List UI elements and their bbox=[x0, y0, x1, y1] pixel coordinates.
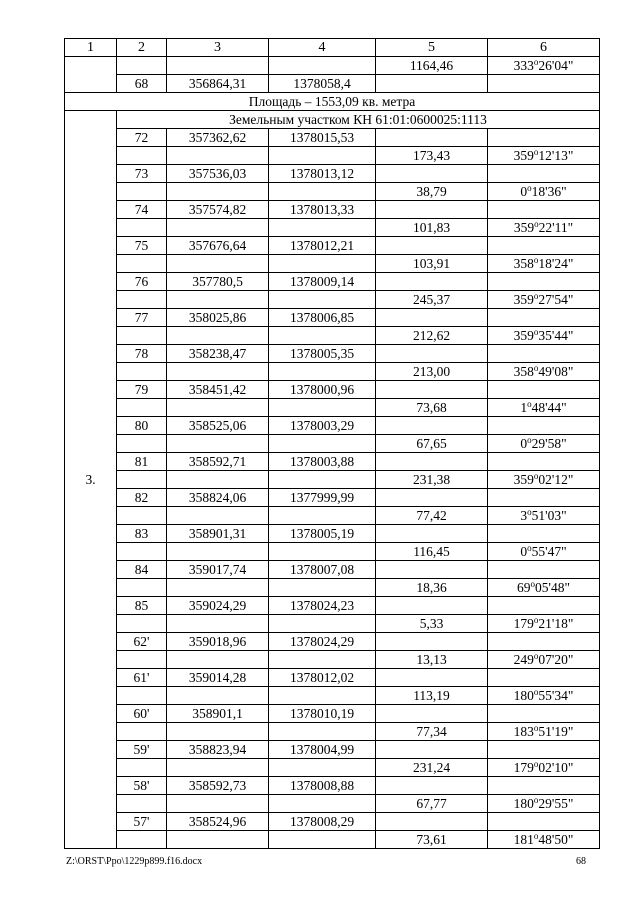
point-x: 358901,1 bbox=[167, 705, 269, 723]
point-x: 358525,06 bbox=[167, 417, 269, 435]
segment-length: 67,77 bbox=[376, 795, 488, 813]
point-row bbox=[65, 345, 600, 363]
point-x: 358592,73 bbox=[167, 777, 269, 795]
point-y: 1378004,99 bbox=[269, 741, 376, 759]
point-row bbox=[65, 165, 600, 183]
col-header-1: 1 bbox=[65, 39, 117, 57]
segment-row bbox=[65, 399, 600, 417]
point-y: 1378012,21 bbox=[269, 237, 376, 255]
point-number: 83 bbox=[117, 525, 167, 543]
segment-angle: 358$^o$18'24" bbox=[488, 255, 600, 273]
point-row bbox=[65, 561, 600, 579]
point-y: 1378003,29 bbox=[269, 417, 376, 435]
point-x: 359017,74 bbox=[167, 561, 269, 579]
point-number: 57' bbox=[117, 813, 167, 831]
point-y: 1378015,53 bbox=[269, 129, 376, 147]
segment-angle: 359$^o$27'54" bbox=[488, 291, 600, 309]
point-row bbox=[65, 417, 600, 435]
segment-row bbox=[65, 651, 600, 669]
segment-length: 231,24 bbox=[376, 759, 488, 777]
segment-length: 173,43 bbox=[376, 147, 488, 165]
segment-angle: 333$^o$26'04" bbox=[488, 57, 600, 75]
segment-row bbox=[65, 183, 600, 201]
point-number: 76 bbox=[117, 273, 167, 291]
point-number: 82 bbox=[117, 489, 167, 507]
point-x: 358025,86 bbox=[167, 309, 269, 327]
segment-length: 213,00 bbox=[376, 363, 488, 381]
point-x: 357780,5 bbox=[167, 273, 269, 291]
table-header-row bbox=[65, 39, 600, 57]
segment-row bbox=[65, 57, 600, 75]
section-title: Земельным участком КН 61:01:0600025:1113 bbox=[117, 111, 600, 129]
point-x: 358451,42 bbox=[167, 381, 269, 399]
point-y: 1378024,23 bbox=[269, 597, 376, 615]
point-y: 1378006,85 bbox=[269, 309, 376, 327]
point-row bbox=[65, 777, 600, 795]
point-x: 359014,28 bbox=[167, 669, 269, 687]
section-header-row bbox=[65, 111, 600, 129]
segment-angle: 3$^o$51'03" bbox=[488, 507, 600, 525]
point-y: 1378013,33 bbox=[269, 201, 376, 219]
segment-angle: 359$^o$35'44" bbox=[488, 327, 600, 345]
segment-angle: 180$^o$55'34" bbox=[488, 687, 600, 705]
point-y: 1378024,29 bbox=[269, 633, 376, 651]
point-number: 59' bbox=[117, 741, 167, 759]
segment-length: 77,42 bbox=[376, 507, 488, 525]
segment-length: 5,33 bbox=[376, 615, 488, 633]
segment-length: 77,34 bbox=[376, 723, 488, 741]
point-number: 60' bbox=[117, 705, 167, 723]
point-y: 1378007,08 bbox=[269, 561, 376, 579]
point-row bbox=[65, 597, 600, 615]
segment-angle: 181$^o$48'50" bbox=[488, 831, 600, 849]
segment-length: 73,61 bbox=[376, 831, 488, 849]
segment-length: 73,68 bbox=[376, 399, 488, 417]
point-number: 72 bbox=[117, 129, 167, 147]
point-number: 79 bbox=[117, 381, 167, 399]
segment-row bbox=[65, 291, 600, 309]
point-x: 357536,03 bbox=[167, 165, 269, 183]
segment-row bbox=[65, 543, 600, 561]
segment-row bbox=[65, 759, 600, 777]
segment-angle: 1$^o$48'44" bbox=[488, 399, 600, 417]
segment-angle: 0$^o$55'47" bbox=[488, 543, 600, 561]
segment-row bbox=[65, 831, 600, 849]
segment-angle: 0$^o$29'58" bbox=[488, 435, 600, 453]
segment-row bbox=[65, 255, 600, 273]
point-number: 61' bbox=[117, 669, 167, 687]
segment-angle: 180$^o$29'55" bbox=[488, 795, 600, 813]
point-row bbox=[65, 237, 600, 255]
section-number-empty bbox=[65, 57, 117, 93]
point-row bbox=[65, 381, 600, 399]
segment-row bbox=[65, 687, 600, 705]
segment-angle: 249$^o$07'20" bbox=[488, 651, 600, 669]
point-row bbox=[65, 633, 600, 651]
segment-length: 113,19 bbox=[376, 687, 488, 705]
segment-row bbox=[65, 579, 600, 597]
section-number: 3. bbox=[65, 111, 117, 849]
col-header-6: 6 bbox=[488, 39, 600, 57]
point-x: 359018,96 bbox=[167, 633, 269, 651]
point-x: 358824,06 bbox=[167, 489, 269, 507]
area-row bbox=[65, 93, 600, 111]
point-number: 78 bbox=[117, 345, 167, 363]
point-number: 84 bbox=[117, 561, 167, 579]
point-x: 359024,29 bbox=[167, 597, 269, 615]
segment-length: 101,83 bbox=[376, 219, 488, 237]
point-x: 356864,31 bbox=[167, 75, 269, 93]
point-number: 68 bbox=[117, 75, 167, 93]
segment-row bbox=[65, 363, 600, 381]
segment-angle: 358$^o$49'08" bbox=[488, 363, 600, 381]
segment-length: 13,13 bbox=[376, 651, 488, 669]
segment-angle: 359$^o$22'11" bbox=[488, 219, 600, 237]
point-x: 358901,31 bbox=[167, 525, 269, 543]
col-header-4: 4 bbox=[269, 39, 376, 57]
segment-row bbox=[65, 471, 600, 489]
point-y: 1378008,29 bbox=[269, 813, 376, 831]
point-x: 357676,64 bbox=[167, 237, 269, 255]
point-y: 1378009,14 bbox=[269, 273, 376, 291]
point-number: 85 bbox=[117, 597, 167, 615]
point-number: 77 bbox=[117, 309, 167, 327]
col-header-2: 2 bbox=[117, 39, 167, 57]
point-row bbox=[65, 705, 600, 723]
segment-length: 212,62 bbox=[376, 327, 488, 345]
point-row bbox=[65, 309, 600, 327]
footer-page-number: 68 bbox=[576, 856, 586, 867]
point-x: 358524,96 bbox=[167, 813, 269, 831]
segment-length: 116,45 bbox=[376, 543, 488, 561]
segment-row bbox=[65, 615, 600, 633]
segment-angle: 359$^o$02'12" bbox=[488, 471, 600, 489]
point-x: 358823,94 bbox=[167, 741, 269, 759]
segment-row bbox=[65, 507, 600, 525]
point-x: 358238,47 bbox=[167, 345, 269, 363]
point-row bbox=[65, 201, 600, 219]
point-number: 74 bbox=[117, 201, 167, 219]
col-header-5: 5 bbox=[376, 39, 488, 57]
coordinates-table bbox=[64, 38, 600, 849]
segment-angle: 69$^o$05'48" bbox=[488, 579, 600, 597]
segment-row bbox=[65, 219, 600, 237]
segment-angle: 183$^o$51'19" bbox=[488, 723, 600, 741]
point-number: 80 bbox=[117, 417, 167, 435]
segment-angle: 0$^o$18'36" bbox=[488, 183, 600, 201]
point-y: 1378013,12 bbox=[269, 165, 376, 183]
point-x: 357362,62 bbox=[167, 129, 269, 147]
point-row bbox=[65, 525, 600, 543]
point-x: 358592,71 bbox=[167, 453, 269, 471]
point-row bbox=[65, 741, 600, 759]
point-number: 81 bbox=[117, 453, 167, 471]
segment-length: 1164,46 bbox=[376, 57, 488, 75]
segment-row bbox=[65, 435, 600, 453]
point-x: 357574,82 bbox=[167, 201, 269, 219]
segment-length: 245,37 bbox=[376, 291, 488, 309]
point-y: 1378058,4 bbox=[269, 75, 376, 93]
segment-angle: 179$^o$21'18" bbox=[488, 615, 600, 633]
point-row bbox=[65, 75, 600, 93]
segment-length: 103,91 bbox=[376, 255, 488, 273]
point-number: 62' bbox=[117, 633, 167, 651]
area-text: Площадь – 1553,09 кв. метра bbox=[65, 93, 600, 111]
segment-length: 38,79 bbox=[376, 183, 488, 201]
point-number: 73 bbox=[117, 165, 167, 183]
segment-angle: 179$^o$02'10" bbox=[488, 759, 600, 777]
point-row bbox=[65, 813, 600, 831]
segment-row bbox=[65, 723, 600, 741]
point-y: 1377999,99 bbox=[269, 489, 376, 507]
segment-length: 67,65 bbox=[376, 435, 488, 453]
point-y: 1378003,88 bbox=[269, 453, 376, 471]
segment-row bbox=[65, 147, 600, 165]
point-y: 1378008,88 bbox=[269, 777, 376, 795]
point-row bbox=[65, 129, 600, 147]
point-y: 1378000,96 bbox=[269, 381, 376, 399]
segment-length: 18,36 bbox=[376, 579, 488, 597]
point-y: 1378012,02 bbox=[269, 669, 376, 687]
point-y: 1378005,19 bbox=[269, 525, 376, 543]
point-row bbox=[65, 273, 600, 291]
footer-file-path: Z:\ORST\Ppo\1229p899.f16.docx bbox=[66, 856, 203, 867]
segment-angle: 359$^o$12'13" bbox=[488, 147, 600, 165]
point-number: 58' bbox=[117, 777, 167, 795]
point-row bbox=[65, 453, 600, 471]
point-row bbox=[65, 669, 600, 687]
segment-row bbox=[65, 327, 600, 345]
point-row bbox=[65, 489, 600, 507]
point-y: 1378005,35 bbox=[269, 345, 376, 363]
point-y: 1378010,19 bbox=[269, 705, 376, 723]
segment-row bbox=[65, 795, 600, 813]
point-number: 75 bbox=[117, 237, 167, 255]
segment-length: 231,38 bbox=[376, 471, 488, 489]
col-header-3: 3 bbox=[167, 39, 269, 57]
